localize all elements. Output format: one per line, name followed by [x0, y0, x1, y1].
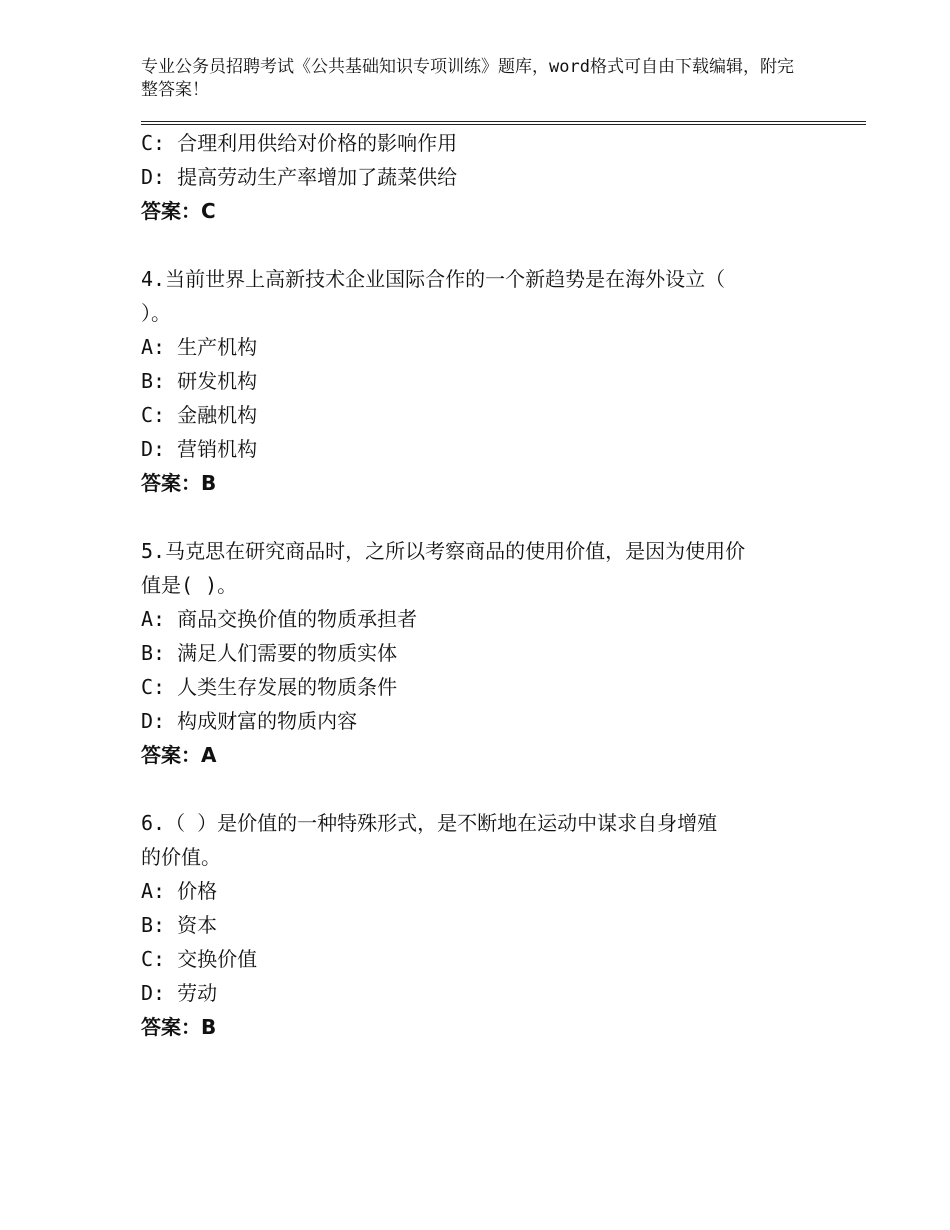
question-stem-line1: 5.马克思在研究商品时，之所以考察商品的使用价值，是因为使用价	[141, 539, 746, 563]
option-a: A: 商品交换价值的物质承担者	[141, 607, 418, 631]
question-block-4	[141, 262, 821, 500]
question-stem-line1: 4.当前世界上高新技术企业国际合作的一个新趋势是在海外设立（	[141, 267, 726, 291]
header-rule-bottom	[141, 124, 866, 125]
question-block-5	[141, 534, 821, 772]
option-c: C: 金融机构	[141, 403, 258, 427]
option-c: C: 合理利用供给对价格的影响作用	[141, 131, 458, 155]
option-c: C: 人类生存发展的物质条件	[141, 675, 398, 699]
header-text: 专业公务员招聘考试《公共基础知识专项训练》题库，word格式可自由下载编辑，附完整答案！	[141, 57, 794, 100]
header-rule-top	[141, 121, 866, 122]
option-a: A: 生产机构	[141, 335, 258, 359]
question-stem-line2: 的价值。	[141, 845, 221, 869]
option-c: C: 交换价值	[141, 947, 258, 971]
question-stem-line2: 值是( )。	[141, 573, 238, 597]
answer-line: 答案：A	[141, 743, 217, 767]
option-b: B: 满足人们需要的物质实体	[141, 641, 398, 665]
option-d: D: 提高劳动生产率增加了蔬菜供给	[141, 165, 458, 189]
question-block-6	[141, 806, 821, 1044]
option-b: B: 资本	[141, 913, 218, 937]
option-d: D: 营销机构	[141, 437, 258, 461]
document-header	[141, 56, 801, 102]
option-d: D: 劳动	[141, 981, 218, 1005]
answer-line: 答案：B	[141, 471, 217, 495]
question-block-partial	[141, 126, 821, 228]
question-stem-line2: ）。	[141, 301, 171, 325]
question-stem-line1: 6.（ ）是价值的一种特殊形式，是不断地在运动中谋求自身增殖	[141, 811, 718, 835]
answer-line: 答案：B	[141, 1015, 217, 1039]
question-content	[141, 126, 821, 1044]
option-a: A: 价格	[141, 879, 218, 903]
option-d: D: 构成财富的物质内容	[141, 709, 358, 733]
option-b: B: 研发机构	[141, 369, 258, 393]
answer-line: 答案：C	[141, 199, 216, 223]
